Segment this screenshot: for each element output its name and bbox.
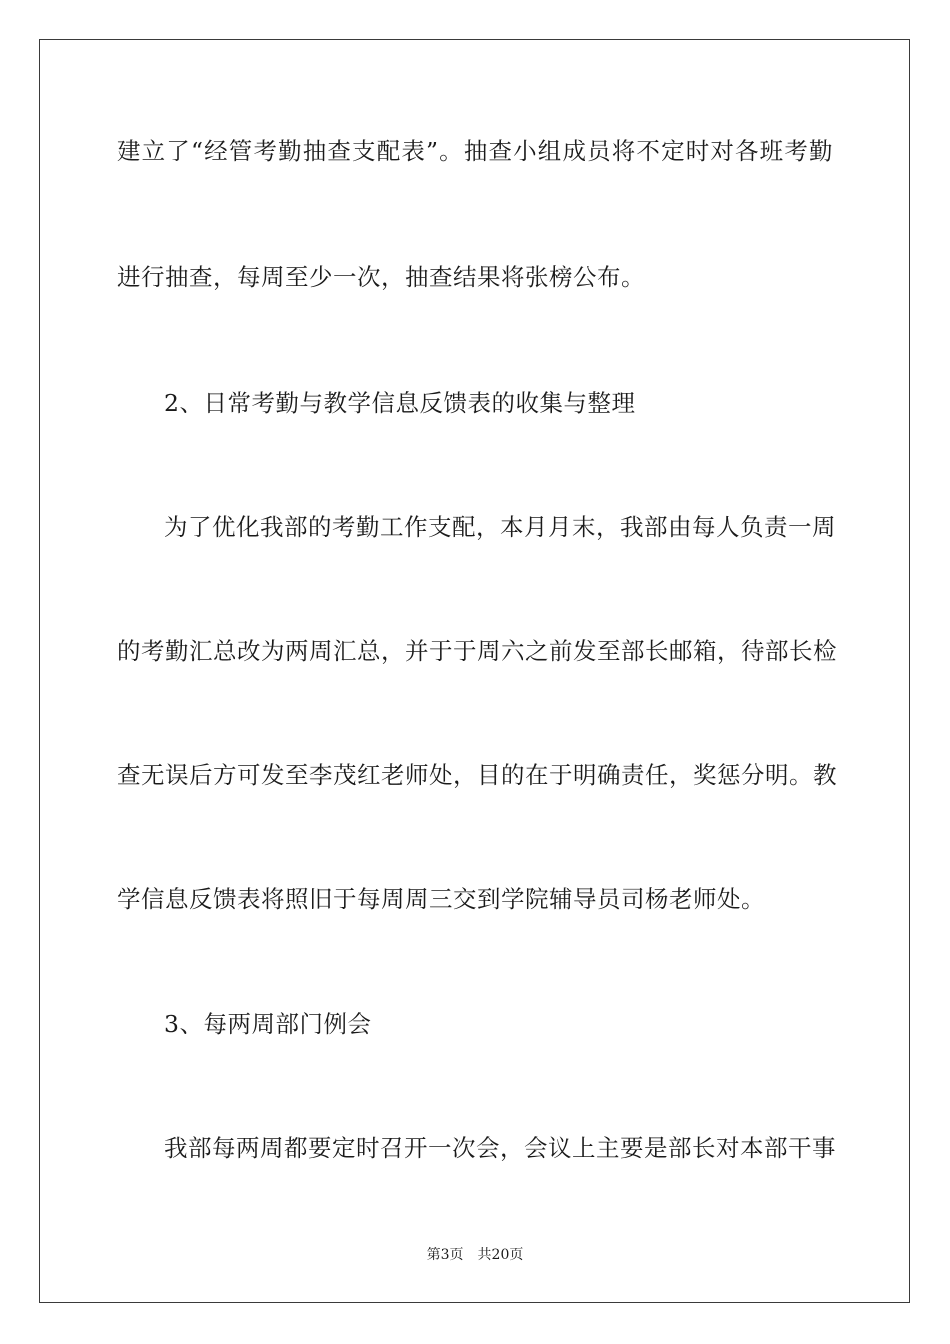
page-number: 第3页 [426,1247,464,1263]
paragraph-line: 学信息反馈表将照旧于每周周三交到学院辅导员司杨老师处。 [117,885,765,913]
page-footer [0,1246,950,1264]
paragraph-line: 我部每两周都要定时召开一次会，会议上主要是部长对本部干事 [164,1134,836,1162]
paragraph-line: 的考勤汇总改为两周汇总，并于于周六之前发至部长邮箱，待部长检 [117,637,837,665]
paragraph-line: 建立了“经管考勤抽查支配表”。抽查小组成员将不定时对各班考勤 [117,137,833,165]
paragraph-line: 进行抽查，每周至少一次，抽查结果将张榜公布。 [117,263,645,291]
paragraph-line: 为了优化我部的考勤工作支配，本月月末，我部由每人负责一周 [164,513,836,541]
section-heading: 2、日常考勤与教学信息反馈表的收集与整理 [164,389,636,417]
section-heading: 3、每两周部门例会 [164,1010,372,1038]
paragraph-line: 查无误后方可发至李茂红老师处，目的在于明确责任，奖惩分明。教 [117,761,837,789]
page-border [39,39,910,1303]
page-total: 共20页 [477,1247,524,1263]
